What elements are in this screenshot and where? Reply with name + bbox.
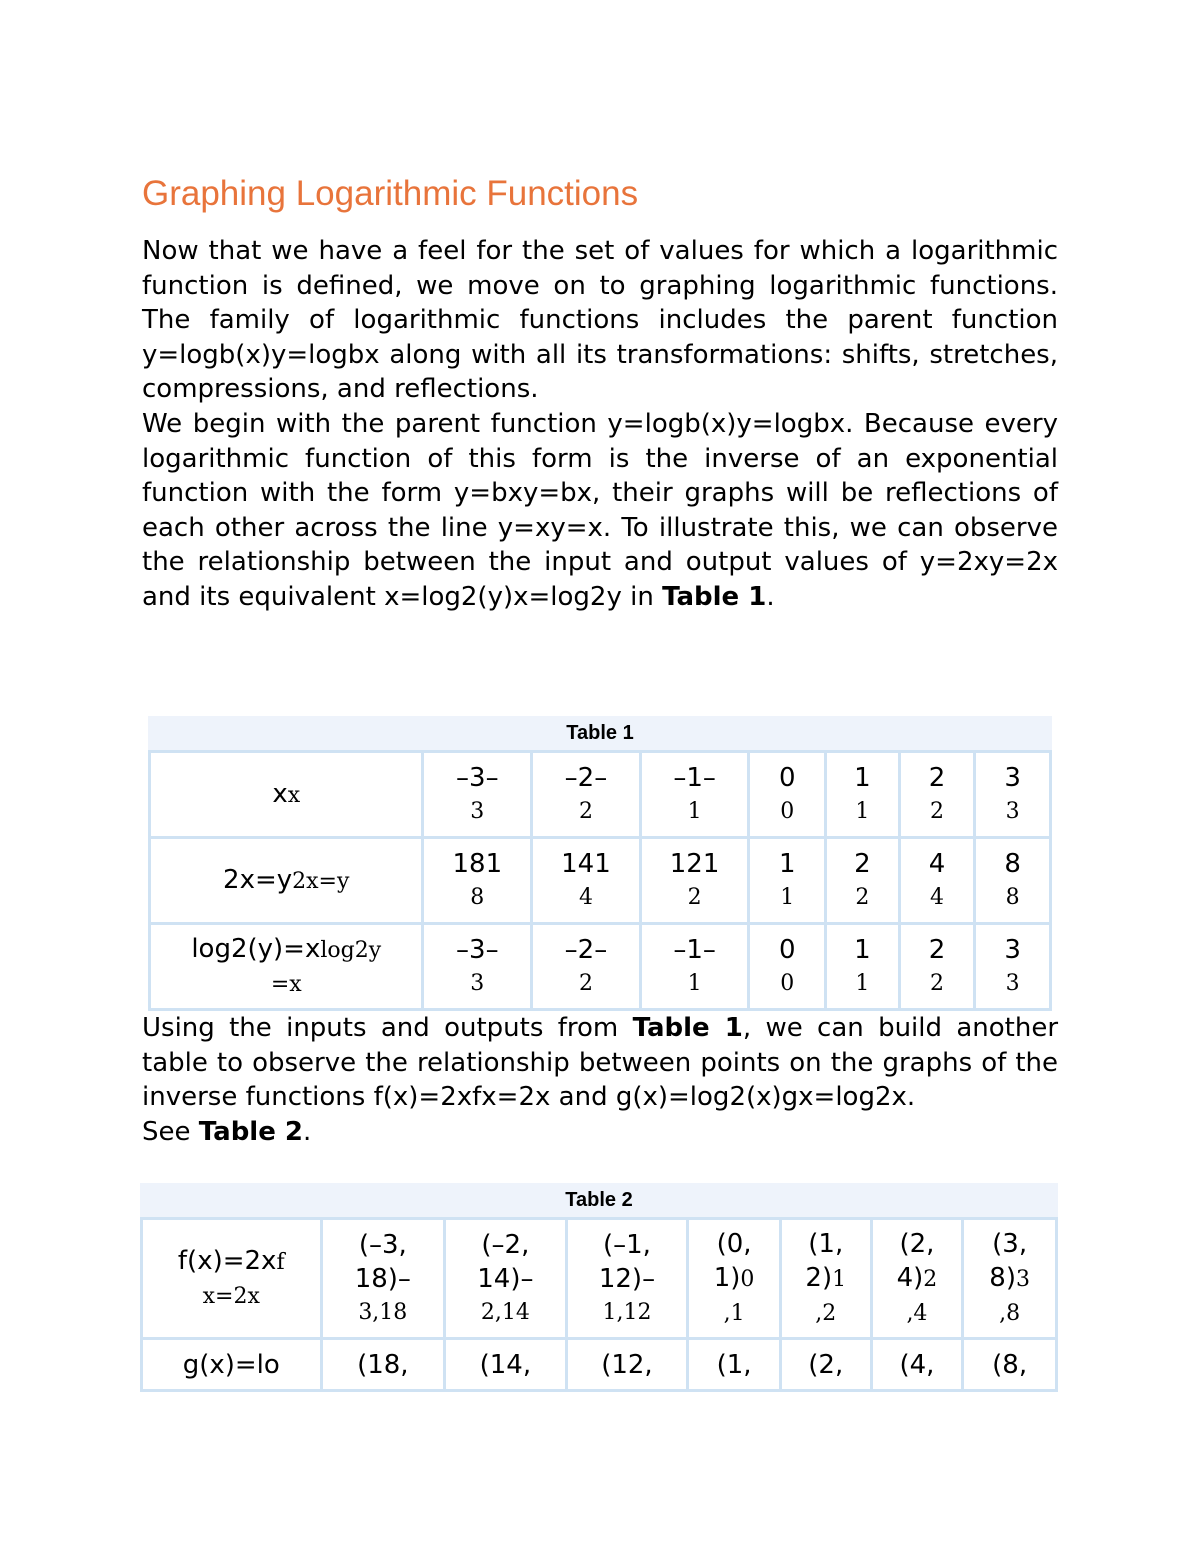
document-page xyxy=(142,172,1058,615)
cell-text: 1 xyxy=(855,970,870,996)
table-cell xyxy=(640,838,749,924)
cell-text: 181 xyxy=(452,848,503,879)
cell-text: 1 xyxy=(855,798,870,824)
cell-line xyxy=(143,1244,320,1280)
table-cell xyxy=(899,924,975,1010)
header-math: x xyxy=(287,782,301,808)
cell-text: 2 xyxy=(929,798,944,824)
cell-text: 3 xyxy=(1005,798,1020,824)
table-cell xyxy=(826,752,900,838)
table-cell xyxy=(780,1219,871,1339)
document-page-continued xyxy=(142,1011,1058,1149)
table-1-caption: Table 1 xyxy=(148,716,1052,750)
paragraph-text: , we can build another table to observe the relationship between points on the graphs of the inverse functions f(x)=2xfx=2x and g(x)=log2(x)gx=log2x. xyxy=(142,1013,1059,1113)
cell-text: 0 xyxy=(778,762,796,793)
cell-text: 2 xyxy=(578,970,593,996)
table-cell xyxy=(899,752,975,838)
header-math: f xyxy=(276,1249,285,1275)
cell-text: 2) xyxy=(805,1262,833,1293)
table-cell xyxy=(749,924,826,1010)
table-2-grid xyxy=(140,1217,1058,1392)
cell-text: 4 xyxy=(929,884,944,910)
cell-text: 0 xyxy=(778,934,796,965)
cell-text: 3 xyxy=(1004,934,1021,965)
paragraph-text: Using the inputs and outputs from xyxy=(142,1013,633,1043)
table-cell xyxy=(445,1219,567,1339)
table-cell xyxy=(963,1219,1057,1339)
cell-line xyxy=(782,1261,870,1297)
table-cell xyxy=(749,838,826,924)
cell-line xyxy=(873,1261,962,1297)
cell-text: 141 xyxy=(561,848,611,879)
table-1 xyxy=(148,716,1052,1011)
cell-text: 8) xyxy=(989,1262,1016,1293)
table-cell: (18, xyxy=(321,1339,445,1391)
cell-text: ,8 xyxy=(999,1300,1021,1326)
parent-function-paragraph xyxy=(142,407,1058,615)
row-header xyxy=(150,838,423,924)
cell-text: 3 xyxy=(470,798,485,824)
cell-text: ,2 xyxy=(815,1300,837,1326)
table-2-intro-paragraph xyxy=(142,1011,1058,1115)
table-cell xyxy=(532,924,641,1010)
table-cell: (8, xyxy=(963,1339,1057,1391)
cell-text: –1– xyxy=(673,762,716,793)
table-1-reference: Table 1 xyxy=(632,1013,743,1043)
table-cell: (1, xyxy=(688,1339,781,1391)
intro-paragraph: Now that we have a feel for the set of values for which a logarithmic function is defined, we move on to graphing logarithmic functions. The family of logarithmic functions includes the parent function y=logb(x)y=logbx along with all its transformations: shifts, stretches, compressions, and reflections. xyxy=(142,236,1058,405)
cell-text: 0 xyxy=(740,1266,755,1292)
header-math: 2x=y xyxy=(292,868,350,894)
cell-text: 1 xyxy=(832,1266,847,1292)
cell-text: 2 xyxy=(928,762,946,793)
header-text: x xyxy=(272,778,288,809)
table-cell xyxy=(826,838,900,924)
cell-text: 8 xyxy=(1004,848,1021,879)
table-cell xyxy=(688,1219,781,1339)
row-header xyxy=(142,1219,322,1339)
header-text: log2(y)=x xyxy=(191,933,321,964)
cell-text: (1, xyxy=(808,1228,844,1259)
header-math: log2y xyxy=(320,937,382,963)
cell-text: 3 xyxy=(1005,970,1020,996)
table-row xyxy=(150,752,1051,838)
row-header: g(x)=lo xyxy=(142,1339,322,1391)
cell-text: –2– xyxy=(564,934,608,965)
cell-text: (3, xyxy=(992,1228,1028,1259)
table-2-reference: Table 2 xyxy=(198,1116,303,1147)
table-cell xyxy=(975,752,1051,838)
table-cell xyxy=(423,838,532,924)
cell-text: 2,14 xyxy=(480,1299,530,1325)
see-table-2-line xyxy=(142,1115,1058,1150)
table-cell xyxy=(975,838,1051,924)
table-cell xyxy=(640,752,749,838)
cell-text: 2 xyxy=(855,884,870,910)
table-row xyxy=(142,1339,1057,1391)
cell-text: 2 xyxy=(578,798,593,824)
table-1-reference: Table 1 xyxy=(662,581,767,612)
header-text: f(x)=2x xyxy=(177,1245,277,1276)
cell-text: 2 xyxy=(923,1266,938,1292)
table-cell xyxy=(899,838,975,924)
paragraph-end: . xyxy=(303,1116,312,1147)
cell-text: (–2, xyxy=(481,1229,530,1260)
cell-text: ,4 xyxy=(906,1300,928,1326)
table-cell xyxy=(640,924,749,1010)
table-cell: (4, xyxy=(871,1339,963,1391)
table-2-caption: Table 2 xyxy=(140,1183,1058,1217)
cell-line xyxy=(151,932,421,968)
table-cell xyxy=(532,752,641,838)
cell-text: 12)– xyxy=(598,1263,656,1294)
cell-text: 3,18 xyxy=(358,1299,408,1325)
table-2 xyxy=(140,1183,1058,1392)
paragraph-end: . xyxy=(766,581,775,612)
table-cell xyxy=(532,838,641,924)
paragraph-text: We begin with the parent function y=logb(x)y=logbx. Because every logarithmic function of this form is the inverse of an exponential function with the form y=bxy=bx, their graphs will be reflections of each other across the line y=xy=x. To illustrate this, we can observe the relationship between the input and output values of y=2xy=2x and its equivalent x=log2(y)x=log2y in xyxy=(142,408,1058,612)
cell-text: –3– xyxy=(456,934,499,965)
cell-text: (0, xyxy=(716,1228,752,1259)
cell-text: 1,12 xyxy=(602,1299,652,1325)
cell-text: 4) xyxy=(896,1262,924,1293)
cell-text: 18)– xyxy=(354,1263,411,1294)
cell-text: 2 xyxy=(929,970,944,996)
row-header xyxy=(150,924,423,1010)
cell-text: 1 xyxy=(854,934,871,965)
table-row xyxy=(150,924,1051,1010)
table-cell: (2, xyxy=(780,1339,871,1391)
paragraph-text: See xyxy=(142,1116,199,1147)
cell-text: 8 xyxy=(1005,884,1020,910)
cell-text: 121 xyxy=(669,848,720,879)
cell-text: 14)– xyxy=(477,1263,534,1294)
cell-text: 4 xyxy=(578,884,593,910)
header-math: x=2x xyxy=(202,1283,260,1309)
table-1-grid xyxy=(148,750,1052,1011)
cell-text: –1– xyxy=(673,934,716,965)
cell-line xyxy=(689,1261,779,1297)
cell-text: 4 xyxy=(928,848,946,879)
cell-text: 1 xyxy=(687,970,702,996)
table-cell xyxy=(975,924,1051,1010)
cell-text: 3 xyxy=(470,970,485,996)
cell-text: 8 xyxy=(470,884,485,910)
cell-text: 0 xyxy=(780,970,795,996)
header-math: =x xyxy=(270,971,302,997)
header-text: 2x=y xyxy=(223,864,293,895)
table-cell: (12, xyxy=(566,1339,688,1391)
cell-text: –3– xyxy=(456,762,499,793)
table-cell xyxy=(826,924,900,1010)
cell-text: 0 xyxy=(780,798,795,824)
cell-text: (–3, xyxy=(358,1229,407,1260)
cell-text: 1 xyxy=(854,762,871,793)
cell-text: 1 xyxy=(778,848,796,879)
table-cell: (14, xyxy=(445,1339,567,1391)
cell-text: 1 xyxy=(687,798,702,824)
row-header xyxy=(150,752,423,838)
table-cell xyxy=(871,1219,963,1339)
cell-text: 1 xyxy=(780,884,795,910)
cell-text: 2 xyxy=(854,848,871,879)
table-row xyxy=(150,838,1051,924)
cell-text: 3 xyxy=(1015,1266,1030,1292)
cell-line xyxy=(964,1261,1055,1297)
cell-text: 1) xyxy=(713,1262,741,1293)
cell-text: (2, xyxy=(899,1228,935,1259)
cell-text: –2– xyxy=(564,762,608,793)
cell-text: 2 xyxy=(928,934,946,965)
table-cell xyxy=(321,1219,445,1339)
table-row xyxy=(142,1219,1057,1339)
table-cell xyxy=(423,924,532,1010)
table-cell xyxy=(566,1219,688,1339)
cell-text: 2 xyxy=(687,884,702,910)
cell-text: 3 xyxy=(1004,762,1021,793)
page-title: Graphing Logarithmic Functions xyxy=(142,174,639,213)
table-cell xyxy=(423,752,532,838)
table-cell xyxy=(749,752,826,838)
cell-text: (–1, xyxy=(602,1229,651,1260)
cell-text: ,1 xyxy=(723,1300,745,1326)
